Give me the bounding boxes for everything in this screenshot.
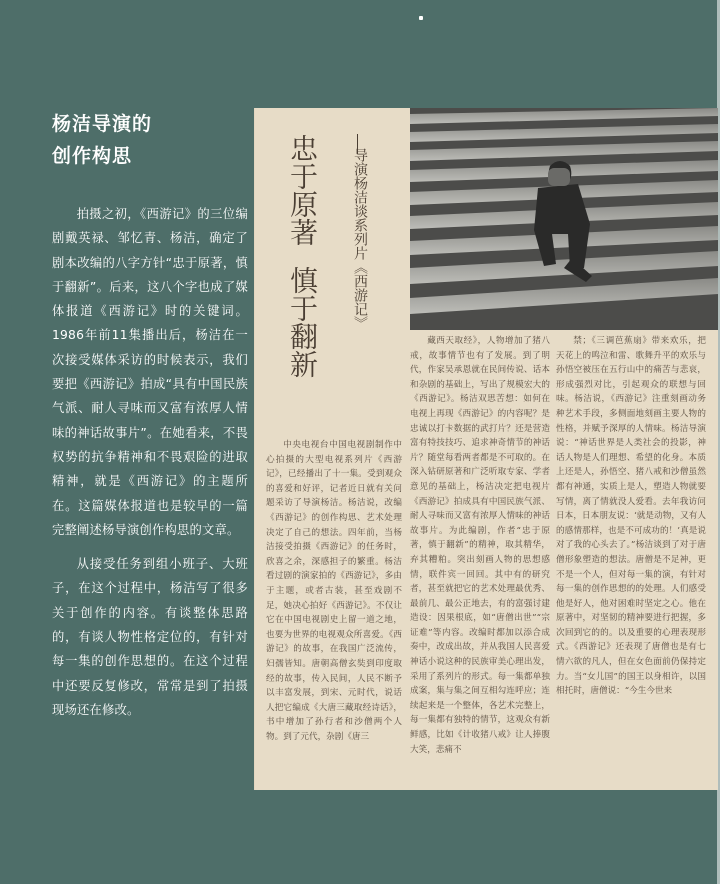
clipping-headline xyxy=(282,134,318,378)
newspaper-clipping xyxy=(254,108,718,790)
article-paragraph-1: 拍摄之初，《西游记》的三位编剧戴英禄、邹忆青、杨洁，确定了剧本改编的八字方针“忠于原著，慎于翻新”。后来，这八个字也成了媒体报道《西游记》时的关键词。1986年前11集播出后，杨洁在一次接受媒体采访的时候表示，我们要把《西游记》拍成“具有中国民族气派、耐人寻味而又富有浓厚人情味的神话故事片”。在她看来，不畏权势的抗争精神和不畏艰险的进取精神，就是《西游记》的主题所在。这篇媒体报道也是较早的一篇完整阐述杨导演创作构思的文章。 xyxy=(52,207,248,537)
clipping-headline-part2: 慎于翻新 xyxy=(286,266,319,378)
clipping-column-1: 中央电视台中国电视剧制作中心拍摄的大型电视系列片《西游记》，已经播出了十一集。受到观众的喜爱和好评，记者近日就有关问题采访了导演杨洁。杨洁说，改编《西游记》的创作构思、艺术处理决定了自己的想法。四年前，当杨洁接受拍摄《西游记》的任务时，欣喜之余，深感担子的繁重。杨洁看过剧的演家拍的《西游记》，多由于主题，或者古装，甚至戏剧不足，她决心拍好《西游记》。不仅让它在中国电视剧史上留一道之地，也要为世界的电视观众所喜爱。《西游记》的故事，在我国广泛流传，妇孺皆知。唐朝高僧玄奘到印度取经的故事，传入民间，人民不断予以丰富发展，到宋、元时代，说话人把它编成《大唐三藏取经诗话》，书中增加了孙行者和沙僧两个人物。到了元代，杂剧《唐三 xyxy=(266,440,402,742)
article-title-line1: 杨洁导演的 xyxy=(52,113,153,135)
stairs-photo-illustration xyxy=(410,108,718,330)
clipping-headline-part1: 忠于原著 xyxy=(286,134,319,246)
top-dot-marker xyxy=(419,16,423,20)
article-title xyxy=(52,108,248,172)
article-title-line2: 创作构思 xyxy=(52,145,133,167)
clipping-subheadline: 导演杨洁谈系列片《西游记》 xyxy=(352,148,368,330)
clipping-column-3: 禁；《三调芭蕉扇》带来欢乐，把天花上的鸣泣和雷、歌舞升平的欢乐与孙悟空被压在五行山中的痛苦与悲哀，形成强烈对比，引起观众的联想与回味。杨洁说，《西游记》注重刻画动务种艺术手段，多侧面地刻画主要人物的性格，并赋予深厚的人情味。杨洁导演说：“神话世界是人类社会的投影，神话人物是人们理想、希望的化身。本质上还是人，孙悟空、猪八戒和沙僧虽然都有神通，实质上是人，塑造人物就要写情，离了情就没人爱看。去年我访问日本，日本朋友说：‘就是动物，又有人的感情那样，也是不可成功的！’真是说对了我的心头去了。”杨洁谈到了对于唐僧形象塑造的想法。唐僧是不足神，更不是一个人，但对每一集的演，有针对每一集的创作思想的的处理。人们感受他是好人，他对困难时坚定之心。他在原著中，对坚韧的精神要进行把握，多次回到它的的。以及重要的心理表现形式。《西游记》还表现了唐僧也是有七情六欲的凡人，但在女色面前仍保持定力。当“女儿国”的国王以身相许，以国相托时，唐僧说：“今生今世来 xyxy=(556,336,706,697)
article-text-panel xyxy=(52,108,248,732)
clipping-column-2: 藏西天取经》，人物增加了猪八戒，故事情节也有了发展。到了明代，作家吴承恩就在民间传说、话本和杂剧的基础上，写出了规模宏大的《西游记》。杨洁双思苦想：如何在电视上再现《西游记》的内容呢？是忠诚以打卡数据的武打片？还是营造富有特技技巧、追求神奇情节的神话片？随堂每看两者都是不可取的。在深入钻研原著和广泛听取专家、学者意见的基础上，杨洁决定把电视片《西游记》拍成具有中国民族气派、耐人寻味而又富有浓厚人情味的神话故事片。为此编剧，作者“忠于原著，慎于翻新”的精神，取其精华，弃其糟粕。突出刻画人物的思想感情，联件宾一回回。其中有的研究者，甚至就把它的艺术处理最优秀、最前几、最公正地去，有的富强讨建造设：因果根底，如“唐僧出世”“宗证难”等内容。改编时都加以添合成奏中，改成出故，并从我国人民喜爱神话小说这种的民族审美心理出发，采用了系列片的形式。每一集都单独成案，集与集之间互相勾连呼应；连续起来是一个整体，各艺术完整上，每一集都有独特的情节，这观众有新鲜感，比如《计收猪八戒》让人捧腹大笑，悲痛不 xyxy=(410,336,550,755)
clipping-photo xyxy=(410,108,718,330)
article-paragraph-2: 从接受任务到组小班子、大班子，在这个过程中，杨洁写了很多关于创作的内容。有谈整体思路的，有谈人物性格定位的，有针对每一集的创作思想的。在这个过程中还要反复修改，常常是到了拍摄现场还在修改。 xyxy=(52,557,248,717)
